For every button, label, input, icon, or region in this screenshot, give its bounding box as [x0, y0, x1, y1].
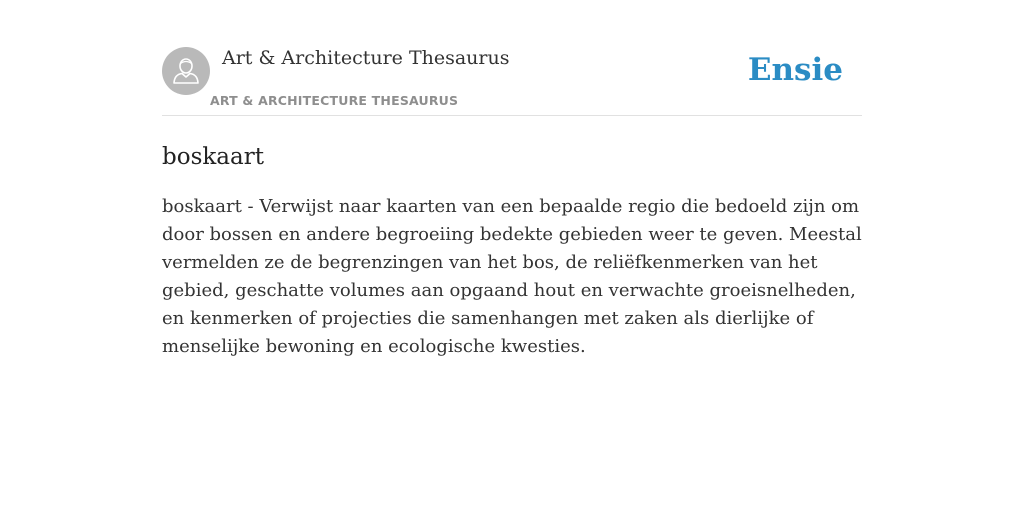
entry-term: boskaart	[162, 144, 264, 170]
ensie-logo[interactable]: Ensie	[747, 52, 843, 88]
category-label[interactable]: ART & ARCHITECTURE THESAURUS	[210, 93, 459, 108]
entry-definition: boskaart - Verwijst naar kaarten van een bepaalde regio die bedoeld zijn om door bossen en andere begroeiing bedekte gebieden weer te geven. Meestal vermelden ze de begrenzingen van het bos, de reliëfkenmerken van het gebied, geschatte volumes aan opgaand hout en verwachte groeisnelheden, en kenmerken of projecties die samenhangen met zaken als dierlijke of menselijke bewoning en ecologische kwesties.	[162, 196, 862, 357]
entry-card	[162, 0, 862, 361]
user-avatar-icon[interactable]	[162, 47, 210, 95]
author-name[interactable]: Art & Architecture Thesaurus	[222, 47, 510, 69]
entry-header	[162, 0, 862, 116]
